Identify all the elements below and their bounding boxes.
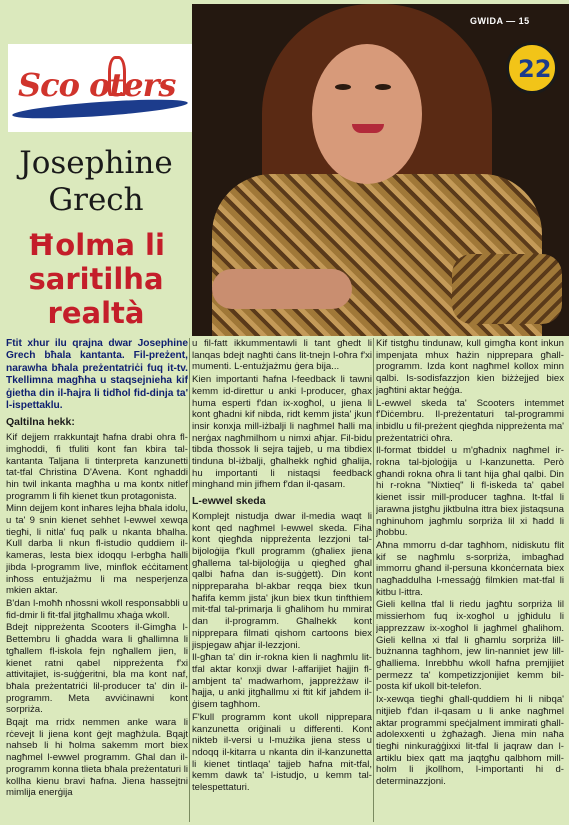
scooters-logo — [8, 44, 192, 132]
badge-number: 22 — [518, 55, 552, 83]
body-paragraph: Bdejt nippreżenta Scooters il-Gimgħa l-Bettembru li għadda wara li għallimna li tgħallem fl-iskola fejn ngħallem jien, li kienet ratni qabel nippreżenta f'xi attivitajiet, is-suġġeritni, bla ma kont naf, bħala preżentatriċi lil-producer ta' din il-programm. Meta avviċinawni kont sorpriża. — [6, 622, 188, 716]
person-name: Josephine Grech — [19, 145, 173, 218]
body-paragraph: Il-għan ta' din ir-rokna kien li nagħmlu lit-tfal aktar konxji dwar l-affarijiet ħajjin fl-ambjent ta' madwarhom, jappreżżaw il-ħajja, u anki jitgħallmu xi ftit kif jaħdem il-ġisem tagħhom. — [192, 652, 372, 711]
logo-text: Sco oters — [18, 66, 176, 104]
column-1 — [6, 338, 188, 823]
channel-badge-icon — [506, 42, 558, 94]
body-paragraph: Minn dejjem kont inħares lejha bħala idolu, u ta' 9 snin kienet sehhet l-ewwel xewqa tiegħi, li nitla' fuq palk u nkanta bħalha. Kull darba li nkun fl-istudio quddiem il-kameras, lesta biex idoqqu l-erbgħa ħalli jibda l-programm live, minflok eċċitament inħoss entużjażmu li ma nesperjenza mkien aktar. — [6, 503, 188, 597]
photo-mouth — [352, 124, 384, 133]
photo-sleeve — [452, 254, 562, 324]
body-paragraph: Bqajt ma rridx nemmen anke wara li rċevejt li jiena kont ġejt magħżula. Bqajt nahseb li hi ħolma sakemm mort biex nagħmel l-ewwel programm. Għal dan il-programm konna tlieta bħala preżentaturi li kollha kienu bravi ħafna. Jiena hassejtni mimlija enerġija — [6, 717, 188, 799]
body-paragraph: Kif dejjem rrakkuntajt ħafna drabi ohra fl-imghoddi, fi tfuliti kont fan kbira tal-kantanta Taljana li tinterpreta kanzunetti tat-tfal Christina D'Avena. Kont nghaddi hin twil inkanta magħha u ma kontx nitlef programm li fih kienet tkun protagonista. — [6, 432, 188, 502]
column-divider — [373, 338, 374, 822]
column-3-body — [376, 338, 564, 788]
body-paragraph: F'kull programm kont ukoll nipprepara kanzunetta oriġinali u differenti. Kont nikteb il-versi u l-mużika jiena stess u ndoqq il-kitarra u nkanta din il-kanzunetta li kienet tintlaqa' tajjeb ħafna mit-tfal, kemm dawk ta' l-istudjo, u kemm tal-telespettaturi. — [192, 711, 372, 794]
headline: Ħolma li saritilha realtà — [27, 228, 165, 330]
body-paragraph: Aħna mmorru d-dar tagħhom, nidiskutu flit kif se nagħmlu s-sorpriża, imbagħad immorru għand il-persuna kkonċernata biex nagħaddulha l-messaġġ filmkien mat-tfal li kitbu l-ittra. — [376, 539, 564, 598]
column-2-body — [192, 338, 372, 794]
body-paragraph: Kien importanti ħafna l-feedback li tawni kemm id-direttur u anki l-producer, għax huma esperti f'dan ix-xogħol, u jiena li kont għadni kif nibda, ridt kemm jista' jkun insir konxja mill-iżbalji li nagħmel ħalli ma nerġax nagħmilhom u nimxi aħjar. Fil-bidu tibda tħossok li sejra tajjeb, u ma tibdiex tinduna bl-iżbalji, għalhekk ngħid għalija, hu importanti li nistaqsi feedback minghand min jifhem f'dan il-qasam. — [192, 374, 372, 491]
column-divider — [189, 338, 190, 822]
body-paragraph: Ix-xewqa tiegħi għall-quddiem hi li nibqa' nitjieb f'dan il-qasam u li anke nagħmel aktar programmi speċjalment immirati għall-adolexxenti u żgħażagħ. Jiena min naħa tiegħi ninkuraġġixxi lit-tfal li jaqraw dan l-artiklu biex qatt ma jaqtgħu qalbhom mill-holm li jkollhom, l-importanti hi d-determinazzjoni. — [376, 694, 564, 788]
body-paragraph: L-ewwel skeda ta' Scooters intemmet f'Diċembru. Il-preżentaturi tal-programmi inbidlu u fil-preżent qiegħda nippreżenta ma' preżentatriċi oħra. — [376, 397, 564, 444]
body-paragraph: Komplejt nistudja dwar il-media waqt li kont qed nagħmel l-ewwel skeda. Fiha kont qiegħda nippreżenta lezzjoni tal-bijoloġija f'kull programm (għaliex jiena għallema tal-bijoloġija u qiegħed għal qalbi ħafna dan is-suġġett). Din kont nippreparaha bl-akbar reqqa biex tkun ħafifa kemm jista' jkun biex tkun tinfthiem mit-tfal tal-primarja li għalihom hu mmirat dan il-programm. Għalhekk kont nipprepara filmati qishom cartoons biex jispjegaw aħjar il-lezzjoni. — [192, 510, 372, 651]
column-3 — [376, 338, 564, 823]
body-paragraph: Kif tistgħu tindunaw, kull gimgħa kont inkun impenjata mhux ħażin nipprepara għall-programm. Izda kont nagħmel kollox minn qalbi. Is-sodisfazzjon kien biżżejjed biex jagħtini aktar ħeġġa. — [376, 338, 564, 396]
photo-face — [312, 44, 422, 184]
body-paragraph: Gieli kellna tfal li riedu jagħtu sorpriża lil missierhom fuq ix-xogħol u jgħidulu li japprezzaw ix-xogħol li jagħmel għalihom. Gieli kellna xi tfal li għamlu sorpriża lill-bużnanna tagħhom, jew lin-nanniet jew lill-għalliema. Inrebbħu wkoll ħafna premjijiet permezz ta' kompetizzjonijiet kemm bil-posta kif ukoll bit-telefon. — [376, 599, 564, 693]
page-header: GWIDA — 15 — [470, 16, 530, 26]
photo-eye-left — [335, 84, 351, 90]
photo-eye-right — [375, 84, 391, 90]
photo-hand — [212, 269, 352, 309]
body-paragraph: B'dan l-moħħ nħossni wkoll responsabbli u fid-dmir li fit-tfal jitgħallmu xħaġa wkoll. — [6, 597, 188, 621]
section-subheading: Qaltilna hekk: — [6, 416, 75, 429]
body-paragraph: u fil-fatt ikkummentawli li tant għedt li lanqas bdejt nagħti ċans lit-tnejn l-oħra f'xi mumenti. L-entużjażmu ġera bija... — [192, 338, 372, 373]
intro-paragraph: Ftit xhur ilu qrajna dwar Josephine Grech bħala kantanta. Fil-preżent, narawha bħala preżentatriċi fuq it-tv. Tkellimna magħha u staqsejnieha kif ġietha din il-ħajra li tidħol fid-dinja ta' l-ispettaklu. — [6, 338, 188, 412]
column-2 — [192, 338, 372, 823]
body-paragraph: Il-format tbiddel u m'għadnix nagħmel ir-rokna tal-bjoloġija u l-kanzunetta. Però għandi rokna oħra li tant hija għal qalbi. Din hi r-rokna "Nixtieq" li fl-iskeda ta' qabel kienet issir mill-producer tagħna. It-tfal li jarawna jistgħu jiktbulna ittra biex jistaqsuna nghinuhom jagħmlu sorpriża lil xi ħadd li jħobbu. — [376, 445, 564, 539]
column-1-body — [6, 417, 188, 799]
section-subheading: L-ewwel skeda — [192, 495, 266, 508]
